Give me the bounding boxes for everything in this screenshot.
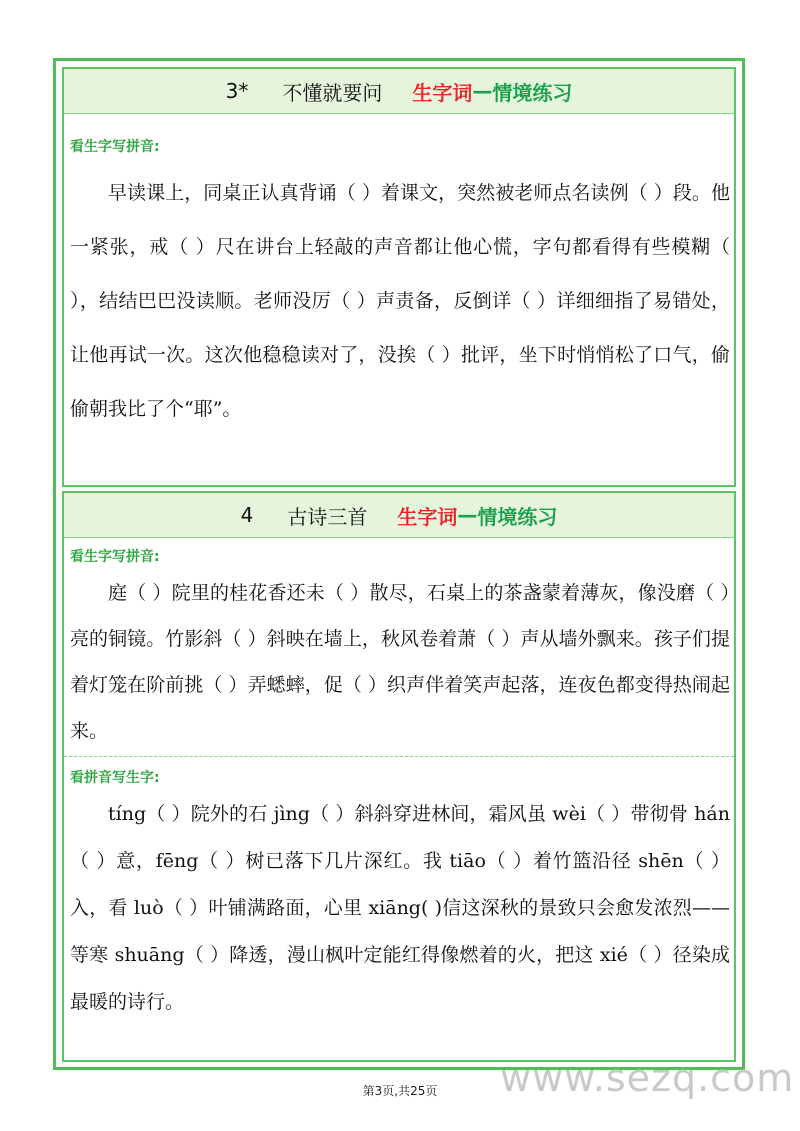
watermark: www.sezq.com (500, 1056, 795, 1100)
section-header (64, 493, 734, 538)
tag-red: 生字词 (397, 504, 458, 529)
worksheet-frame (53, 58, 745, 1070)
exercise-label: 看生字写拼音: (70, 549, 160, 565)
exercise-text-2 (64, 791, 734, 1026)
lesson-number: 3* (225, 79, 249, 103)
section-header (64, 69, 734, 114)
exercise-paragraph: 庭（ ）院里的桂花香还未（ ）散尽，石桌上的茶盏蒙着薄灰，像没磨（ ）亮的铜镜。竹影斜（ ）斜映在墙上，秋风卷着萧（ ）声从墙外飘来。孩子们提着灯笼在阶前挑（ ）弄蟋蟀，促（ ）织声伴着笑声起落，连夜色都变得热闹起来。 (70, 582, 730, 742)
page-number: 第3页,共25页 (362, 1084, 438, 1098)
exercise-label: 看生字写拼音: (70, 139, 160, 155)
tag-green: 情境练习 (477, 504, 558, 529)
section-lesson-3 (62, 67, 736, 487)
exercise-text (64, 166, 734, 436)
section-lesson-4 (62, 491, 736, 1062)
tag-red: 生字词 (412, 80, 473, 105)
tag-sep: — (472, 79, 493, 103)
exercise-label-2: 看拼音写生字: (70, 770, 160, 786)
lesson-number: 4 (240, 503, 254, 527)
tag-green: 情境练习 (492, 80, 573, 105)
exercise-text (64, 570, 734, 754)
lesson-title: 不懂就要问 (282, 80, 383, 105)
exercise-paragraph-2: tíng（ ）院外的石 jìng（ ）斜斜穿进林间，霜风虽 wèi（ ）带彻骨 hán（ ）意，fēng（ ）树已落下几片深红。我 tiāo（ ）着竹篮沿径 shēn（ ）入，看 luò（ ）叶铺满路面，心里 xiāng( )信这深秋的景致只会愈发浓烈——等寒 shuāng（ ）降透，漫山枫叶定能红得像燃着的火，把这 xié（ ）径染成最暖的诗行。 (70, 803, 730, 1013)
lesson-title: 古诗三首 (287, 504, 368, 529)
divider (64, 756, 734, 757)
tag-sep: — (457, 503, 478, 527)
exercise-paragraph: 早读课上，同桌正认真背诵（ ）着课文，突然被老师点名读例（ ）段。他一紧张，戒（ ）尺在讲台上轻敲的声音都让他心慌，字句都看得有些模糊（ ），结结巴巴没读顺。老师没厉（ ）声责备，反倒详（ ）详细细指了易错处，让他再试一次。这次他稳稳读对了，没挨（ ）批评，坐下时悄悄松了口气，偷偷朝我比了个“耶”。 (70, 182, 730, 420)
